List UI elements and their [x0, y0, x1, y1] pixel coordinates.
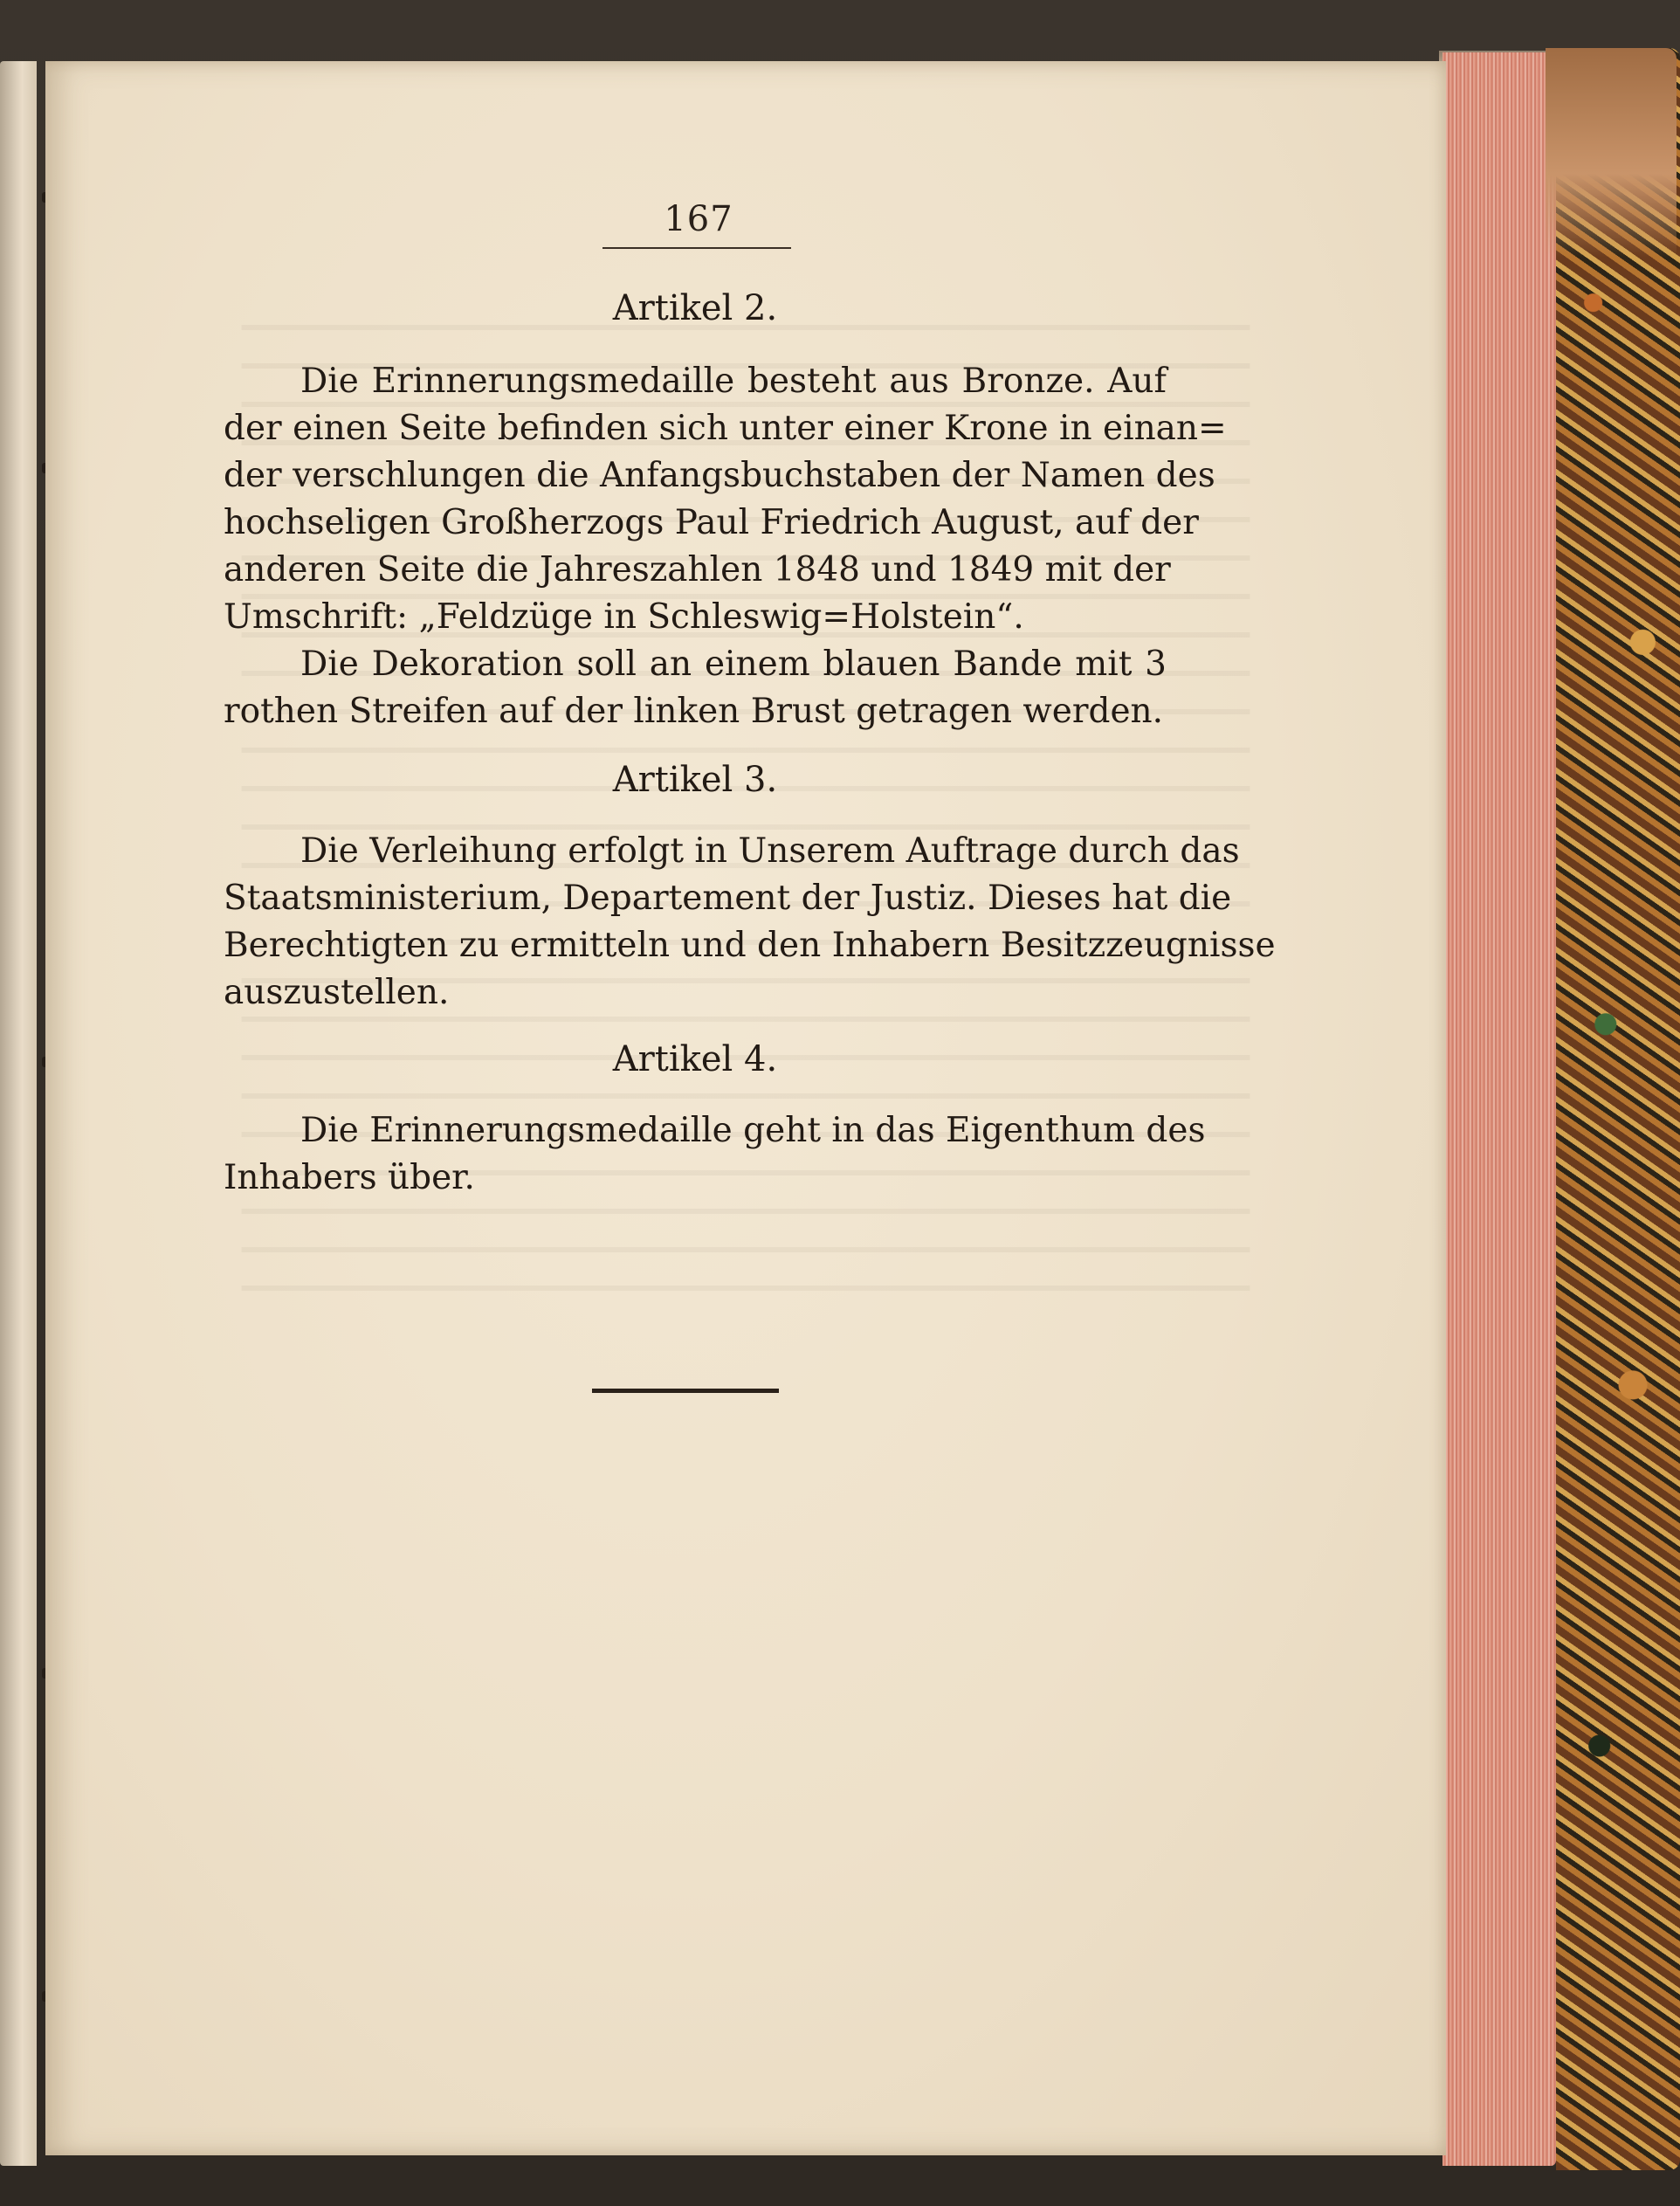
text-line: Inhabers über.	[224, 1158, 475, 1197]
marbled-cover	[1556, 48, 1680, 2170]
text-line: hochseligen Großherzogs Paul Friedrich August, auf der	[224, 503, 1199, 542]
header-rule	[602, 247, 791, 249]
text-line: Die Verleihung erfolgt in Unserem Auftrage durch das	[300, 831, 1240, 871]
page-number: 167	[664, 199, 733, 239]
facing-page-edge	[0, 61, 37, 2166]
text-line: anderen Seite die Jahreszahlen 1848 und 1849 mit der	[224, 550, 1171, 589]
paragraph	[224, 358, 1227, 641]
text-line: Umschrift: „Feldzüge in Schleswig=Holstein“.	[224, 597, 1024, 637]
text-line: Staatsministerium, Departement der Justiz. Dieses hat die	[224, 879, 1232, 918]
paragraph	[224, 828, 1276, 1017]
text-line: auszustellen.	[224, 973, 450, 1012]
paragraph	[224, 641, 1167, 735]
section-heading: Artikel 4.	[612, 1039, 778, 1079]
page-block-edges	[1442, 52, 1556, 2166]
section-heading: Artikel 2.	[612, 288, 778, 328]
text-line: Die Dekoration soll an einem blauen Bande mit 3	[300, 645, 1167, 684]
text-line: der verschlungen die Anfangsbuchstaben der Namen des	[224, 456, 1215, 495]
paragraph	[224, 1107, 1206, 1202]
text-line: Berechtigten zu ermitteln und den Inhabern Besitzzeugnisse	[224, 926, 1276, 965]
text-line: rothen Streifen auf der linken Brust getragen werden.	[224, 692, 1164, 731]
leather-spine-corner	[1546, 48, 1677, 258]
text-line: Die Erinnerungsmedaille besteht aus Bronze. Auf	[300, 362, 1167, 401]
end-rule	[592, 1389, 779, 1393]
section-heading: Artikel 3.	[612, 760, 778, 800]
text-line: Die Erinnerungsmedaille geht in das Eigenthum des	[300, 1111, 1206, 1150]
text-line: der einen Seite befinden sich unter einer Krone in einan=	[224, 409, 1227, 448]
